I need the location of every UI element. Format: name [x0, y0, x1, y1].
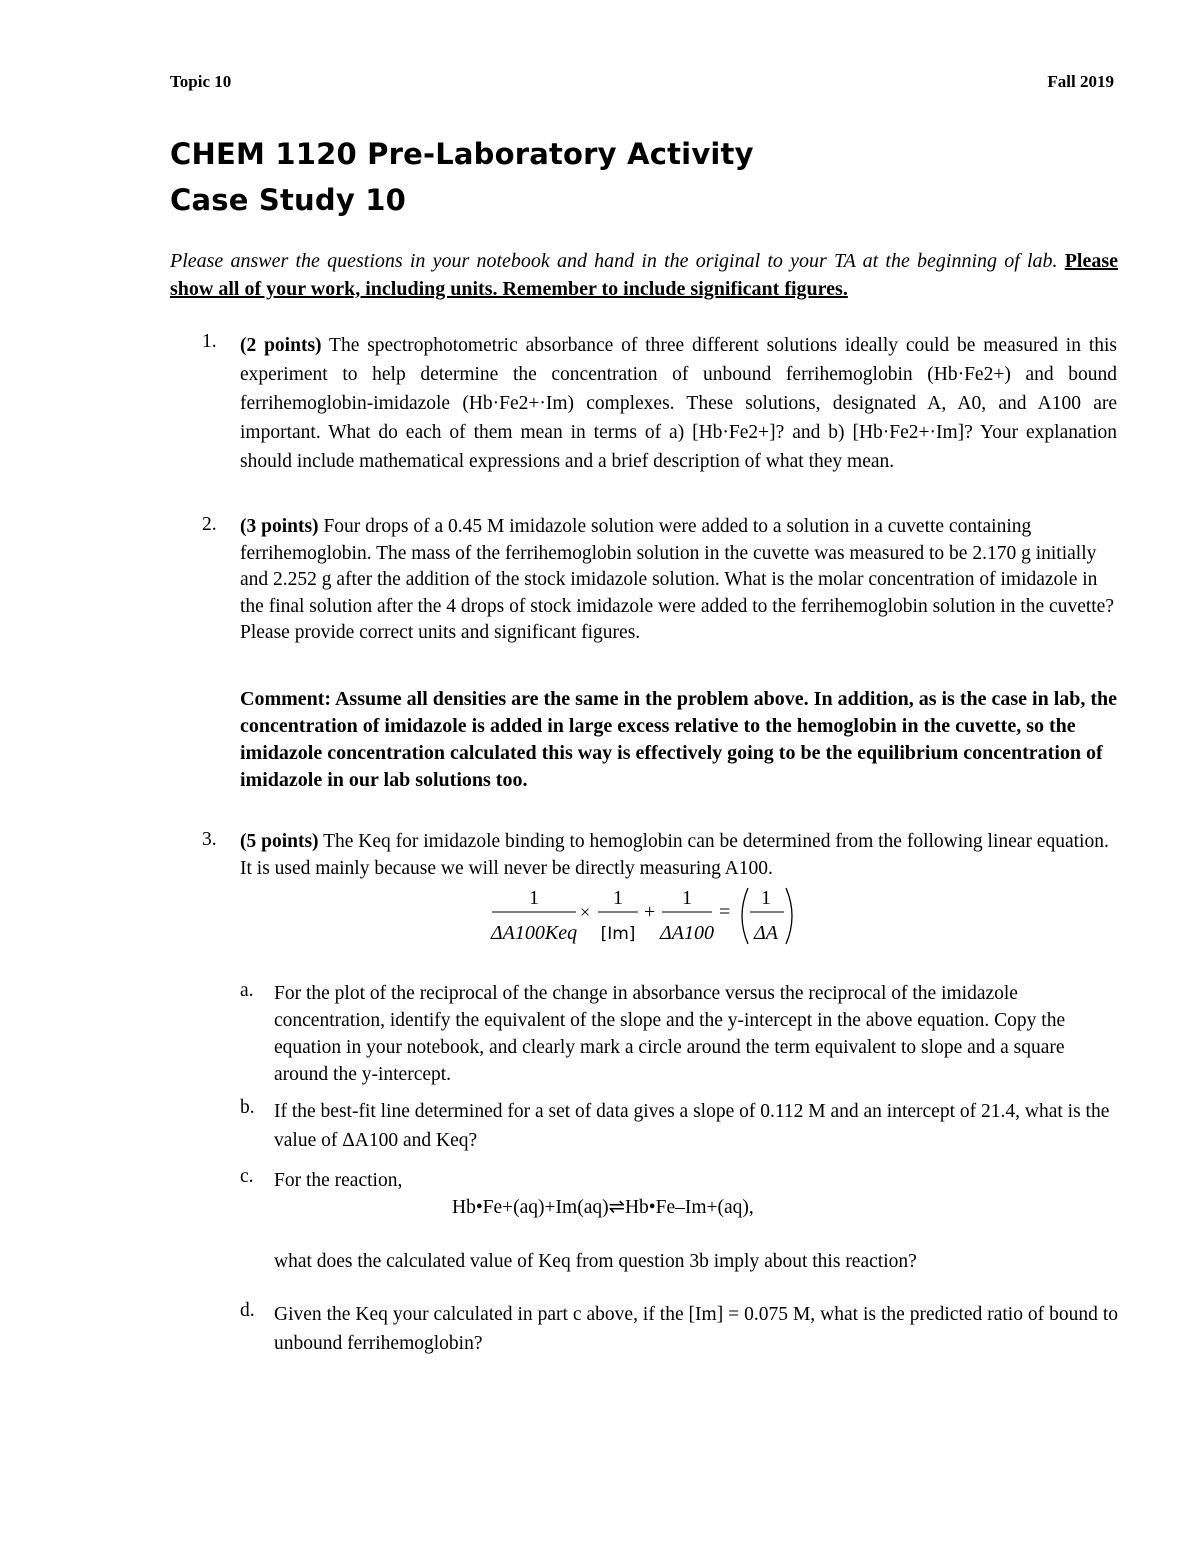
subpart-label: d.	[240, 1300, 255, 1321]
equation-numerator: 1	[682, 887, 692, 909]
equation-rhs-denominator: ΔA	[754, 922, 778, 944]
question-text: The Keq for imidazole binding to hemoglobin can be determined from the following linear equation. It is used mainly because we will never be directly measuring A100.	[240, 831, 1109, 879]
question-points: (2 points)	[240, 335, 322, 356]
header-term: Fall 2019	[1047, 72, 1114, 91]
question-text: Four drops of a 0.45 M imidazole solution were added to a solution in a cuvette containing ferrihemoglobin. The mass of the ferrihemoglobin solution in the cuvette was measured to be 2.170 g initially and 2.252 g after the addition of the stock imidazole solution. What is the molar concentration of imidazole in the final solution after the 4 drops of stock imidazole were added to the ferrihemoglobin solution in the cuvette? Please provide correct units and significant figures.	[240, 516, 1114, 643]
instructions-italic: Please answer the questions in your notebook and hand in the original to your TA at the beginning of lab.	[170, 250, 1058, 272]
question-2	[240, 514, 1117, 647]
question-text: The spectrophotometric absorbance of three different solutions ideally could be measured in this experiment to help determine the concentration of unbound ferrihemoglobin (Hb·Fe2+) and bound ferrihemoglobin-imidazole (Hb·Fe2+·Im) complexes. These solutions, designated A, A0, and A100 are important. What do each of them mean in terms of a) [Hb·Fe2+]? and b) [Hb·Fe2+·Im]? Your explanation should include mathematical expressions and a brief description of what they mean.	[240, 335, 1117, 472]
subpart-a: For the plot of the reciprocal of the change in absorbance versus the reciprocal of the imidazole concentration, identify the equivalent of the slope and the y-intercept in the above equation. Copy the equation in your notebook, and clearly mark a circle around the term equivalent to slope and a square around the y-intercept.	[274, 983, 1066, 1085]
subpart-b: If the best-fit line determined for a set of data gives a slope of 0.112 M and an intercept of 21.4, what is the value of ΔA100 and Keq?	[274, 1101, 1110, 1151]
instructions	[170, 247, 1118, 303]
subpart-label: b.	[240, 1097, 255, 1118]
equation-numerator: 1	[529, 887, 539, 909]
question-2-comment: Comment: Assume all densities are the same in the problem above. In addition, as is the case in lab, the concentration of imidazole is added in large excess relative to the hemoglobin in the cuvette, so the imidazole concentration calculated this way is effectively going to be the equilibrium concentration of imidazole in our lab solutions too.	[240, 688, 1118, 791]
subpart-label: a.	[240, 980, 254, 1001]
question-3	[240, 829, 1117, 882]
reaction-equation: Hb•Fe+(aq)+Im(aq)⇌Hb•Fe–Im+(aq),	[452, 1197, 754, 1218]
equation-numerator: 1	[613, 887, 623, 909]
subpart-label: c.	[240, 1166, 254, 1187]
equation-term3-denominator: ΔA100	[660, 922, 714, 944]
question-1	[240, 331, 1117, 476]
instructions-emphasis: Please show all of your work, including units. Remember to include significant figures.	[170, 250, 1119, 300]
question-number: 1.	[202, 331, 217, 352]
equation-term1-denominator: ΔA100Keq	[490, 922, 578, 944]
question-number: 2.	[202, 514, 217, 535]
subpart-d: Given the Keq your calculated in part c above, if the [Im] = 0.075 M, what is the predicted ratio of bound to unbound ferrihemoglobin?	[274, 1304, 1118, 1354]
svg-text:×: ×	[580, 902, 591, 922]
page-title: CHEM 1120 Pre-Laboratory Activity	[170, 137, 754, 171]
question-number: 3.	[202, 829, 217, 850]
header-topic: Topic 10	[170, 72, 232, 91]
svg-text:=: =	[719, 901, 731, 923]
equation-numerator: 1	[761, 887, 771, 909]
subpart-c: For the reaction,	[274, 1170, 403, 1191]
linear-equation	[484, 884, 804, 948]
page-subtitle: Case Study 10	[170, 183, 406, 217]
svg-text:+: +	[644, 901, 656, 923]
question-points: (3 points)	[240, 516, 319, 537]
subpart-c-followup: what does the calculated value of Keq from question 3b imply about this reaction?	[274, 1251, 917, 1272]
equation-term2-denominator: [Im]	[600, 924, 636, 944]
question-points: (5 points)	[240, 831, 319, 852]
